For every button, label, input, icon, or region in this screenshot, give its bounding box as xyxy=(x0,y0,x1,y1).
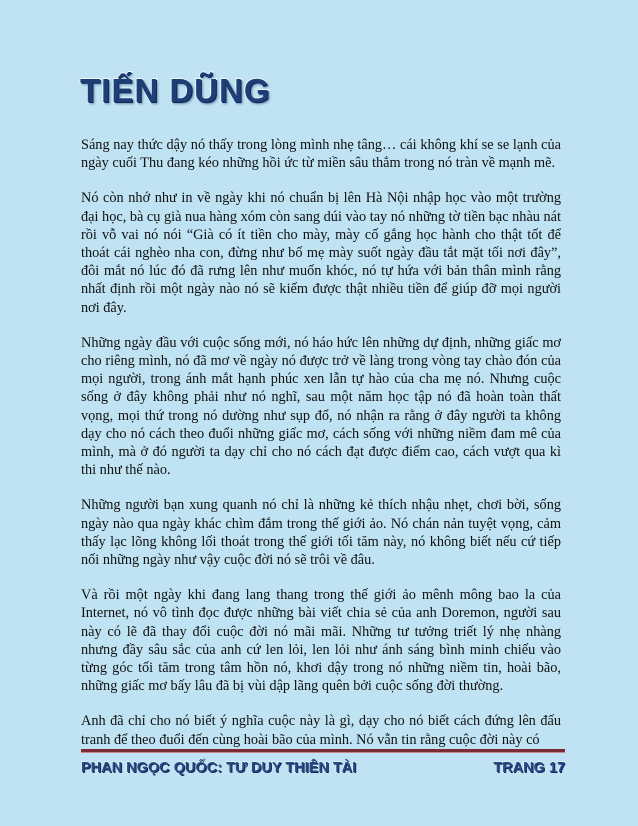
footer-divider xyxy=(81,749,565,753)
paragraph: Những ngày đầu với cuộc sống mới, nó háo hức lên những dự định, những giấc mơ cho riêng mình, nó đã mơ về ngày nó được trở về làng trong vòng tay chào đón của mọi người, trong ánh mắt hạnh phúc xen lẫn tự hào của cha mẹ nó. Nhưng cuộc sống ở đây không phải như nó nghĩ, sau một năm học tập nó đã hoàn toàn thất vọng, mọi thứ trong nó dường như sụp đổ, nó nhận ra rằng ở đây người ta không dạy cho nó cách theo đuổi những giấc mơ, cách sống với những niềm đam mê của mình, mà ở đó người ta dạy chỉ cho nó cách đạt được điểm cao, cách vượt qua kì thi như thế nào. xyxy=(81,334,561,479)
paragraph: Nó còn nhớ như in về ngày khi nó chuẩn bị lên Hà Nội nhập học vào một trường đại học, bà cụ già nua hàng xóm còn sang dúi vào tay nó những tờ tiền bạc nhàu nát rồi vỗ vai nó nói “Già có ít tiền cho mày, mày cố gắng học hành cho thật tốt để thoát cái nghèo nha con, đừng như bố mẹ mày suốt ngày đầu tắt mặt tối nơi đây”, đôi mắt nó lúc đó đã rưng lên như muốn khóc, nó tự hứa với bản thân mình rằng nhất định rồi một ngày nào nó sẽ kiếm được thật nhiều tiền để giúp đỡ mọi người nơi đây. xyxy=(81,190,561,316)
paragraph: Những người bạn xung quanh nó chỉ là những kẻ thích nhậu nhẹt, chơi bời, sống ngày nào qua ngày khác chìm đắm trong thế giới ảo. Nó chán nản tuyệt vọng, cảm thấy lạc lõng không lối thoát trong thế giới tối tăm này, nó không biết nếu cứ tiếp nối những ngày như vậy cuộc đời nó sẽ trôi về đâu. xyxy=(81,497,561,569)
body-text xyxy=(81,136,561,766)
page-title: TIẾN DŨNG xyxy=(80,72,271,109)
paragraph: Sáng nay thức dậy nó thấy trong lòng mình nhẹ tâng… cái không khí se se lạnh của ngày cuối Thu đang kéo những hồi ức từ miền sâu thẳm trong nó tràn về mạnh mẽ. xyxy=(81,137,561,172)
paragraph: Anh đã chỉ cho nó biết ý nghĩa cuộc này là gì, dạy cho nó biết cách đứng lên đấu tranh để theo đuổi đến cùng hoài bão của mình. Nó vẫn tin rằng cuộc đời này có xyxy=(81,713,561,748)
page-footer xyxy=(81,758,565,778)
footer-book-title: PHAN NGỌC QUỐC: TƯ DUY THIÊN TÀI xyxy=(81,760,357,776)
footer-page-number: TRANG 17 xyxy=(493,760,565,776)
paragraph: Và rồi một ngày khi đang lang thang trong thế giới ảo mênh mông bao la của Internet, nó vô tình đọc được những bài viết chia sẻ của anh Doremon, người sau này có lẽ đã thay đổi cuộc đời nó mãi mãi. Những tư tưởng triết lý nhẹ nhàng nhưng đầy sâu sắc của anh cứ len lỏi, len lỏi như ánh sáng bình minh chiếu vào từng góc tối tăm trong tâm hồn nó, khơi dậy trong nó những niềm tin, hoài bão, những giấc mơ bấy lâu đã bị vùi dập lãng quên bởi cuộc sống đời thường. xyxy=(81,587,561,695)
